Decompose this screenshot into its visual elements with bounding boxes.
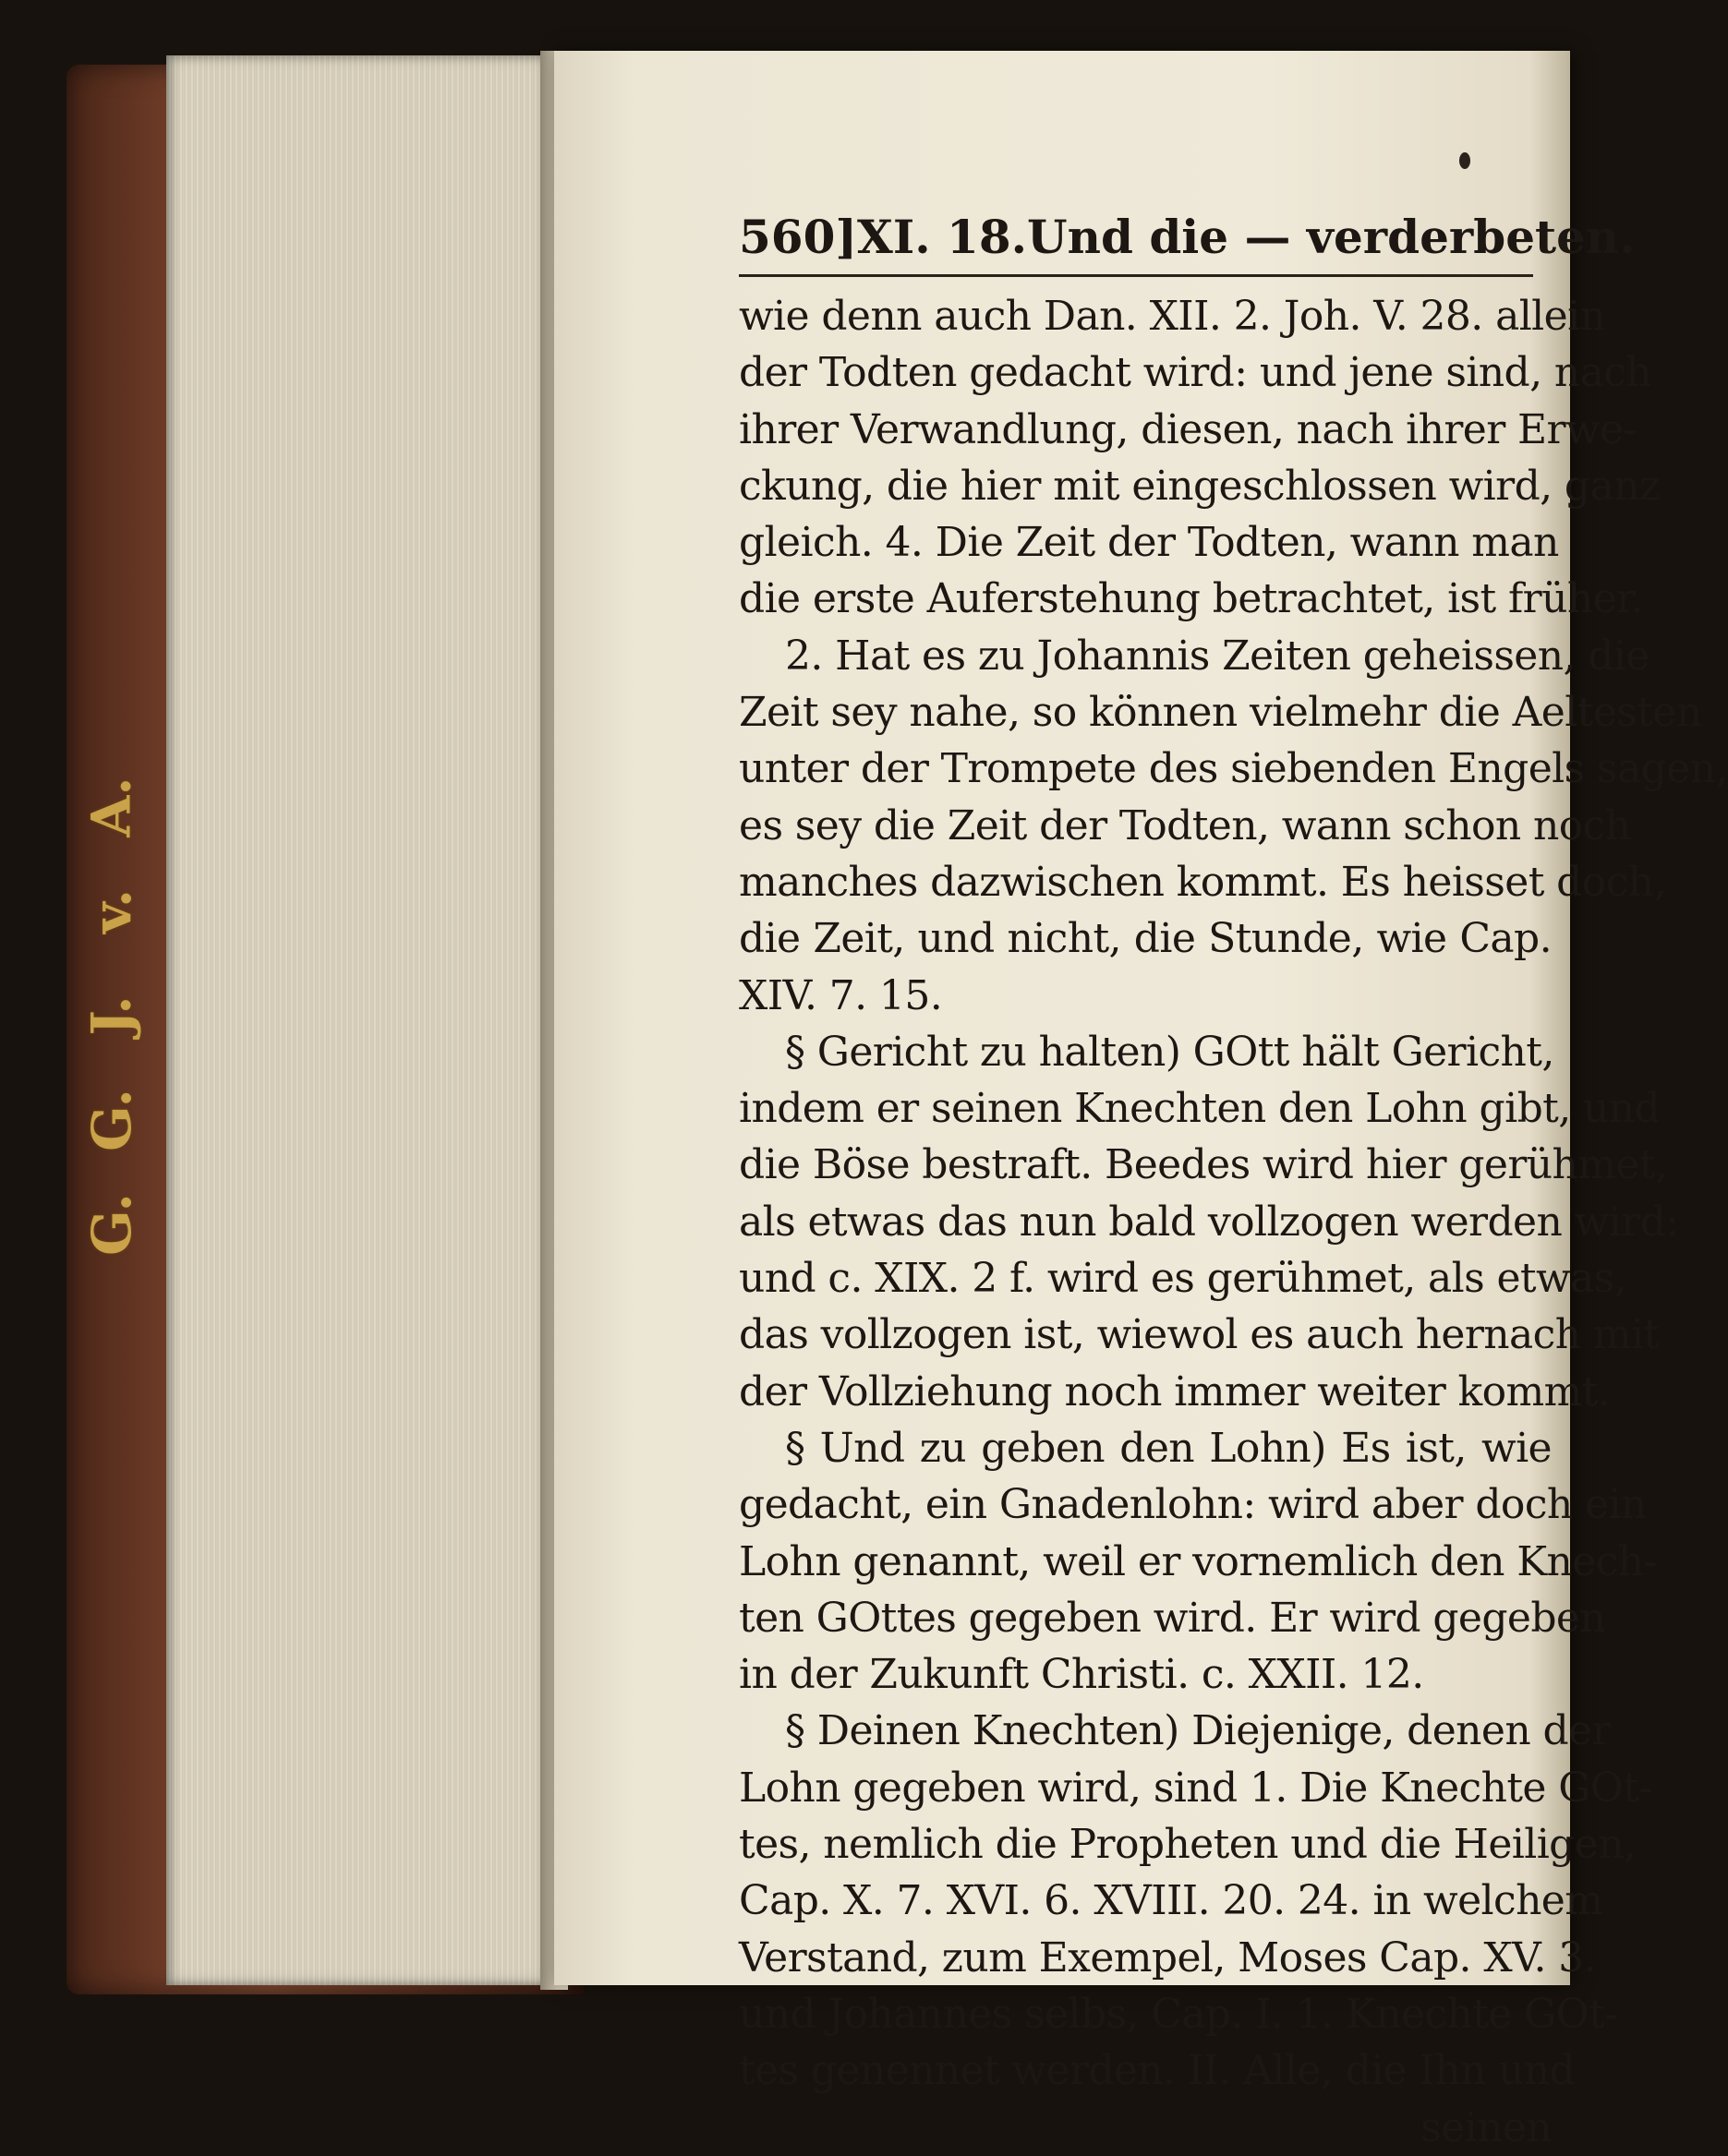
spine-letter: v. — [80, 888, 143, 934]
text-line: ihrer Verwandlung, diesen, nach ihrer Erwe- — [739, 405, 1637, 453]
text-line: in der Zukunft Christi. c. XXII. 12. — [739, 1651, 1424, 1699]
text-line: wie denn auch Dan. XII. 2. Joh. V. 28. allein — [739, 293, 1606, 340]
text-line: die Böse bestraft. Beedes wird hier gerühmet, — [739, 1141, 1668, 1189]
ink-smudge — [1459, 152, 1470, 169]
text-line: gleich. 4. Die Zeit der Todten, wann man — [739, 519, 1559, 567]
text-line: Lohn gegeben wird, sind 1. Die Knechte GOt- — [739, 1764, 1652, 1812]
chapter-reference: XI. 18. — [857, 210, 1028, 264]
spine-letter: G. — [80, 1089, 144, 1151]
text-line: Lohn genannt, weil er vornemlich den Knech- — [739, 1537, 1657, 1585]
text-line: tes genennet werden. II. Alle, die Ihn und — [739, 2047, 1576, 2095]
spine-letter: G. — [80, 1193, 144, 1256]
text-line: das vollzogen ist, wiewol es auch hernach mit — [739, 1311, 1660, 1359]
spine-lettering — [79, 776, 144, 1256]
text-line: indem er seinen Knechten den Lohn gibt, und — [739, 1085, 1661, 1133]
text-line: tes, nemlich die Propheten und die Heiligen, — [739, 1821, 1637, 1869]
text-line: die Zeit, und nicht, die Stunde, wie Cap. — [739, 915, 1552, 963]
text-line: ckung, die hier mit eingeschlossen wird, ganz — [739, 462, 1661, 510]
page-edges — [166, 55, 554, 1985]
text-line: ten GOttes gegeben wird. Er wird gegeben — [739, 1594, 1606, 1642]
text-line: § Gericht zu halten) GOtt hält Gericht, — [785, 1028, 1554, 1076]
text-line: seinen — [1420, 2103, 1552, 2151]
text-line: und c. XIX. 2 f. wird es gerühmet, als etwas, — [739, 1255, 1627, 1303]
text-line: XIV. 7. 15. — [739, 971, 943, 1019]
running-header — [739, 208, 1636, 277]
running-title: Und die — verderbeten. — [1027, 210, 1636, 264]
text-line: gedacht, ein Gnadenlohn: wird aber doch ein — [739, 1481, 1647, 1529]
text-line: unter der Trompete des siebenden Engels sagen, — [739, 745, 1728, 793]
page-number: 560] — [739, 210, 858, 264]
body-text — [739, 288, 1728, 2156]
text-line: und Johannes selbs, Cap. I. 1. Knechte GOt- — [739, 1990, 1618, 2038]
text-line: die erste Auferstehung betrachtet, ist früher. — [739, 575, 1644, 623]
text-line: § Deinen Knechten) Diejenige, denen der — [785, 1707, 1611, 1755]
text-line: 2. Hat es zu Johannis Zeiten geheissen, die — [785, 632, 1649, 680]
page-text — [739, 208, 1728, 2156]
text-line: es sey die Zeit der Todten, wann schon noch — [739, 801, 1631, 849]
spine-letter: A. — [80, 777, 144, 837]
text-line: manches dazwischen kommt. Es heisset doch, — [739, 858, 1666, 906]
spine-letter: J. — [79, 995, 143, 1036]
text-line: der Vollziehung noch immer weiter kommt. — [739, 1367, 1611, 1415]
text-line: Cap. X. 7. XVI. 6. XVIII. 20. 24. in welchem — [739, 1877, 1603, 1925]
text-line: als etwas das nun bald vollzogen werden wird: — [739, 1198, 1679, 1246]
text-line: der Todten gedacht wird: und jene sind, nach — [739, 349, 1652, 397]
text-line: Verstand, zum Exempel, Moses Cap. XV. 3. — [739, 1933, 1597, 1981]
text-line: § Und zu geben den Lohn) Es ist, wie — [785, 1424, 1552, 1472]
text-line: Zeit sey nahe, so können vielmehr die Aeltesten — [739, 689, 1702, 737]
